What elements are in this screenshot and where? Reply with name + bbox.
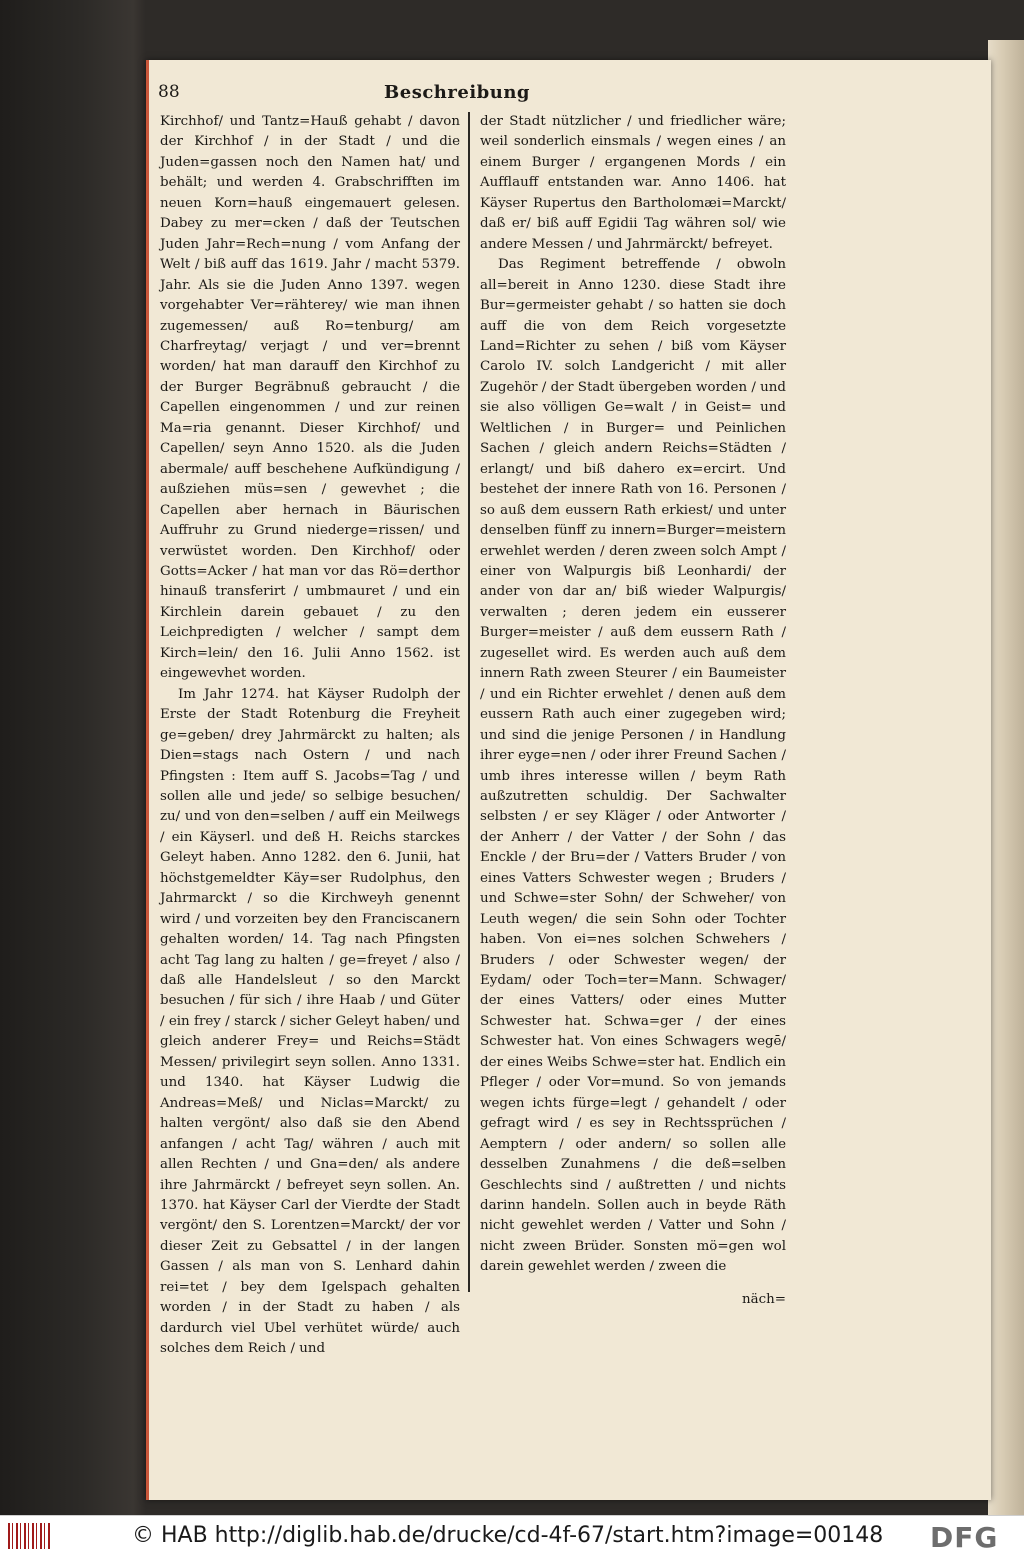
left-paragraph-2: Im Jahr 1274. hat Käyser Rudolph der Erste der Stadt Rotenburg die Freyheit ge=geben/ drey Jahrmärckt zu halten; als Dien=stags nach Ostern / und nach Pfingsten : Item auff S. Jacobs=Tag / und sollen alle und jede/ so selbige besuchen/ zu/ und von den=selben / auff ein Meilwegs / ein Käyserl. und deß H. Reichs starckes Geleyt haben. Anno 1282. den 6. Junii, hat höchstgemeldter Käy=ser Rudolphus, den Jahrmarckt / so die Kirchweyh genennt wird / und vorzeiten bey den Franciscanern gehalten worden/ 14. Tag nach Pfingsten acht Tag lang zu halten / ge=freyet / also / daß alle Handelsleut / so den Marckt besuchen / für sich / ihre Haab / und Güter / ein frey / starck / sicher Geleyt haben/ und gleich anderer Frey= und Reichs=Städt Messen/ privilegirt seyn sollen. Anno 1331. und 1340. hat Käyser Ludwig die Andreas=Meß/ und Niclas=Marckt/ zu halten vergönt/ also daß sie den Abend anfangen / acht Tag/ währen / auch mit allen Rechten / und Gna=den/ als andere ihre Jahrmärckt / befreyet seyn sollen. An. 1370. hat Käyser Carl der Vierdte der Stadt vergönt/ den S. Lorentzen=Marckt/ der vor dieser Zeit zu Gebsattel / in der langen Gassen / als man von S. Lenhard dahin rei=tet / bey dem Igelspach gehalten worden / in der Stadt zu haben / als dardurch viel Ubel verhütet würde/ auch solches dem Reich / und <box>160 686 460 1357</box>
left-paragraph-1: Kirchhof/ und Tantz=Hauß gehabt / davon der Kirchhof / in der Stadt / und die Juden=gassen noch den Namen hat/ und behält; und werden 4. Grabschrifften im neuen Korn=hauß eingemauert gelesen. Dabey zu mer=cken / daß der Teutschen Juden Jahr=Rech=nung / vom Anfang der Welt / biß auff das 1619. Jahr / macht 5379. Jahr. Als sie die Juden Anno 1397. wegen vorgehabter Ver=rähterey/ wie man ihnen zugemessen/ auß Ro=tenburg/ am Charfreytag/ verjagt / und ver=brennt worden/ hat man darauff den Kirchhof zu der Burger Begräbnuß gebraucht / die Capellen eingenommen / und zur reinen Ma=ria genannt. Dieser Kirchhof/ und Capellen/ seyn Anno 1520. als die Juden abermale/ auff beschehene Aufkündigung / außziehen müs=sen / gewevhet ; die Capellen aber hernach in Bäurischen Auffruhr zu Grund niederge=rissen/ und verwüstet worden. Den Kirchhof/ oder Gotts=Acker / hat man vor das Rö=derthor hinauß transferirt / umbmauret / und ein Kirchlein darein gebauet / zu den Leichpredigten / welcher / sampt dem Kirch=lein/ den 16. Julii Anno 1562. ist eingewevhet worden. <box>160 114 460 682</box>
page-edge <box>988 40 1024 1515</box>
column-divider <box>468 112 470 1292</box>
right-column <box>480 112 786 1312</box>
catchword: näch= <box>742 1292 786 1307</box>
page-header <box>158 82 530 108</box>
barcode-logo-icon <box>8 1523 52 1549</box>
right-paragraph-2: Das Regiment betreffende / obwoln all=bereit in Anno 1230. diese Stadt ihre Bur=germeister gehabt / so hatten sie doch auff die von dem Reich vorgesetzte Land=Richter zu sehen / biß vom Käyser Carolo IV. solch Landgericht / mit aller Zugehör / der Stadt übergeben worden / und sie also völligen Ge=walt / in Geist= und Weltlichen / in Burger= und Peinlichen Sachen / gleich andern Reichs=Städten / erlangt/ und biß dahero ex=ercirt. Und bestehet der innere Rath von 16. Personen / so auß dem eussern Rath erkiest/ und unter denselben fünff zu innern=Burger=meistern erwehlet werden / deren zween solch Ampt / einer von Walpurgis biß Leonhardi/ der ander von dar an/ biß wieder Walpurgis/ verwalten ; deren jedem ein eusserer Burger=meister / auß dem eussern Rath / zugesellet wird. Es werden auch auß dem innern Rath zween Steurer / ein Baumeister / und ein Richter erwehlet / denen auß dem eussern Rath auch einer zugegeben wird; und sind die jenige Personen / in Handlung ihrer eyge=nen / oder ihrer Freund Sachen / umb ihres interesse willen / beym Rath außzutretten schuldig. Der Sachwalter selbsten / er sey Kläger / oder Antworter / der Anherr / der Vatter / der Sohn / das Enckle / der Bru=der / Vatters Bruder / von eines Vatters Schwester wegen ; Bruders / und Schwe=ster Sohn/ der Schweher/ von Leuth wegen/ die sein Sohn oder Tochter haben. Von ei=nes solchen Schwehers / Bruders / oder Schwester wegen/ der Eydam/ oder Toch=ter=Mann. Schwager/ der eines Vatters/ oder eines Mutter Schwester hat. Schwa=ger / der eines Schwester hat. Von eines Schwagers wegē/ der eines Weibs Schwe=ster hat. Endlich ein Pfleger / oder Vor=mund. So von jemands wegen ichts fürge=legt / gehandelt / oder gefragt wird / es sey in Rechtssprüchen / Aemptern / oder andern/ so sollen alle desselben Zunahmens / die deß=selben Geschlechts sind / außtretten / und nichts darinn handeln. Sollen auch in beyde Räth nicht gewehlet werden / Vatter und Sohn / nicht zween Brüder. Sonsten mö=gen wol darein gewehlet werden / zween die <box>480 257 786 1275</box>
right-paragraph-1: der Stadt nützlicher / und friedlicher wäre; weil sonderlich einsmals / wegen eines / an einem Burger / ergangenen Mords / ein Aufflauff entstanden war. Anno 1406. hat Käyser Rupertus den Bartholomæi=Marckt/ daß er/ biß auff Egidii Tag währen sol/ wie andere Messen / und Jahrmärckt/ befreyet. <box>480 114 786 252</box>
dfg-logo[interactable]: DFG <box>930 1521 999 1554</box>
source-credit-link[interactable]: © HAB http://diglib.hab.de/drucke/cd-4f-67/start.htm?image=00148 <box>132 1523 884 1548</box>
viewer-footer <box>0 1515 1024 1556</box>
left-column <box>160 112 460 1357</box>
running-head: Beschreibung <box>384 82 530 103</box>
page-number: 88 <box>158 82 180 102</box>
